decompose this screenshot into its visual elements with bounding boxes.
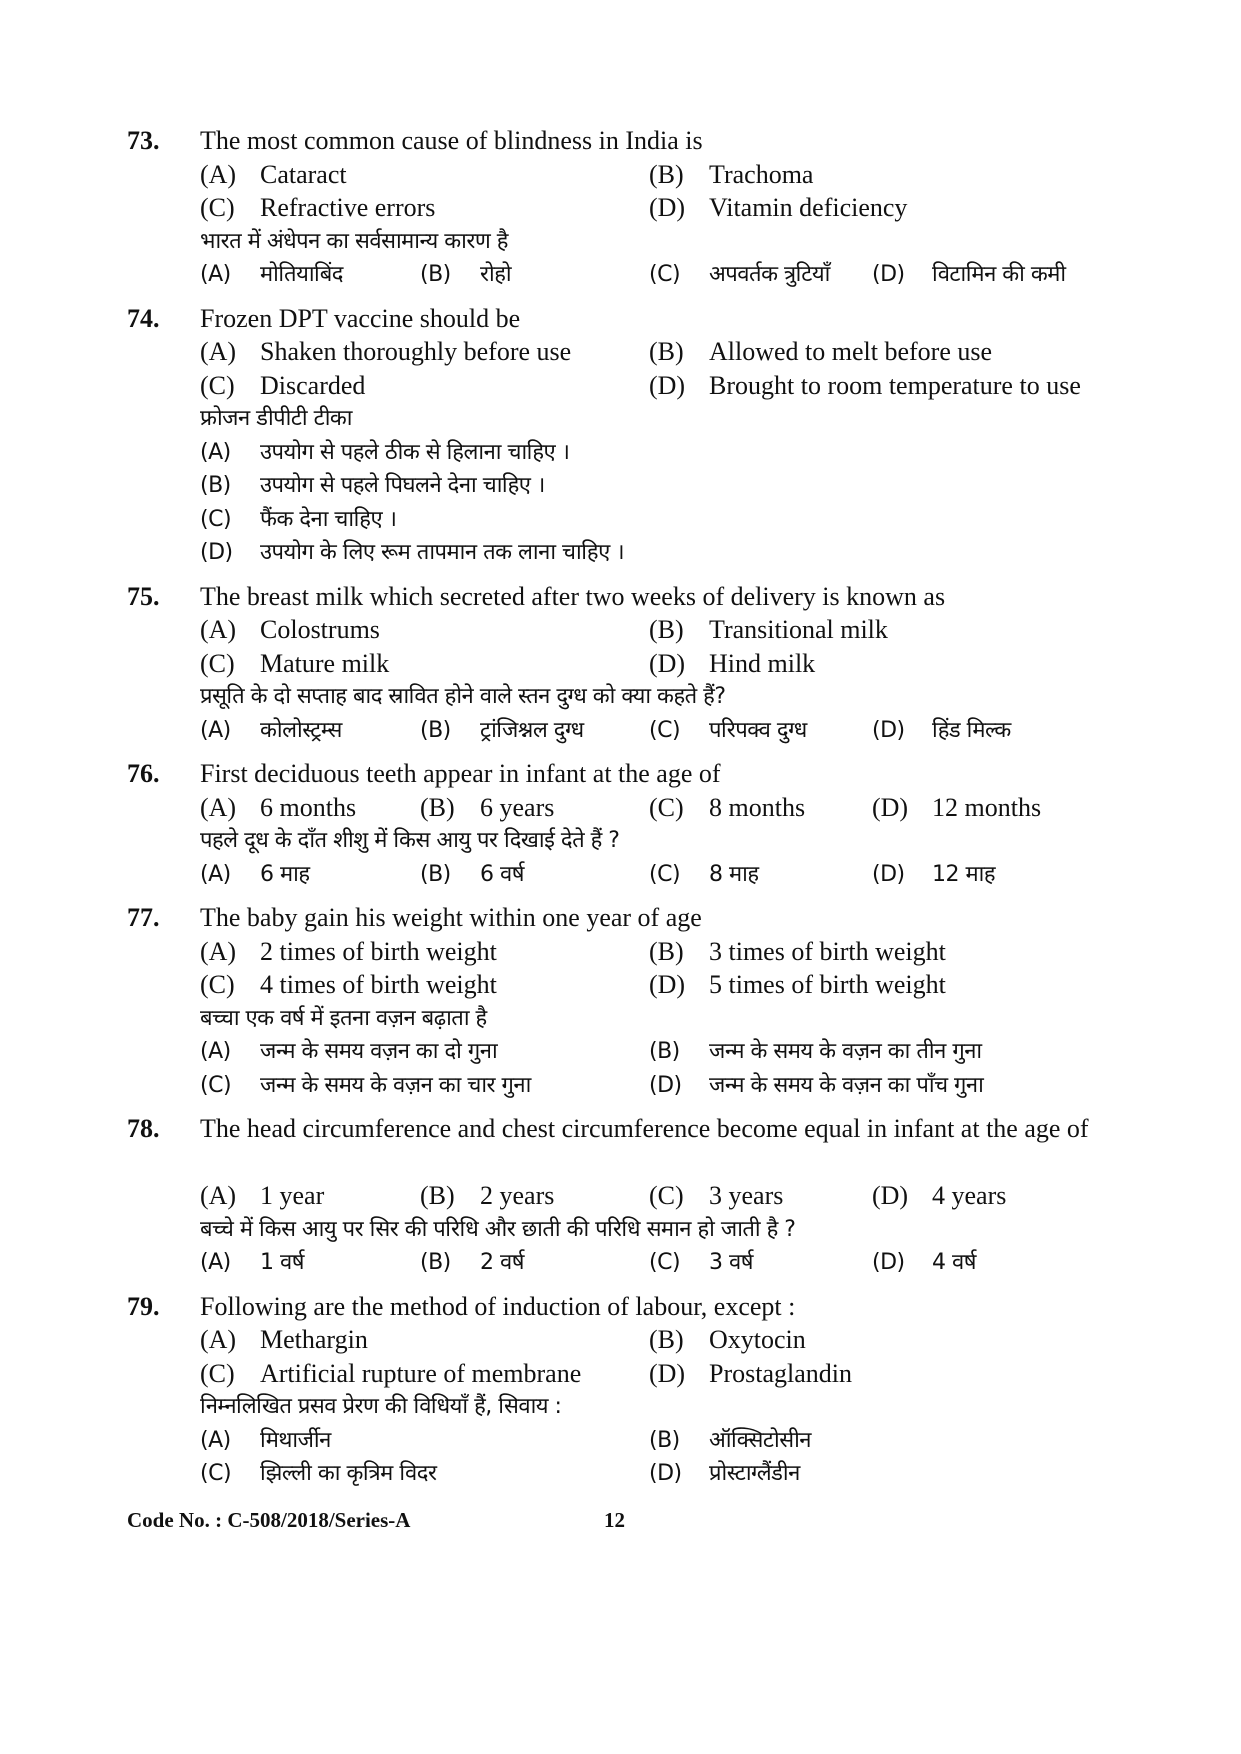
question-number: 79. — [127, 1291, 160, 1321]
option-label: (B) — [649, 1427, 680, 1453]
option-a — [200, 158, 347, 192]
option-c — [649, 258, 830, 292]
option-text: 3 times of birth weight — [709, 936, 946, 966]
option-label: (C) — [200, 1461, 232, 1486]
question-stem-hi-line — [0, 402, 1241, 436]
option-b — [649, 1035, 982, 1069]
option-text: 8 months — [709, 792, 806, 822]
option-a — [200, 258, 343, 292]
option-row — [0, 469, 1241, 503]
option-text: Prostaglandin — [709, 1358, 852, 1388]
option-text: Transitional milk — [709, 615, 888, 644]
option-d — [872, 714, 1011, 748]
question-stem-hi-line — [0, 1002, 1241, 1036]
option-label: (B) — [420, 717, 451, 743]
question-77 — [0, 901, 1241, 1102]
option-c — [200, 1357, 581, 1391]
option-c — [200, 1069, 531, 1103]
option-row — [0, 335, 1241, 369]
option-text: Mature milk — [260, 648, 390, 678]
option-text: 3 years — [709, 1181, 784, 1210]
option-row — [0, 536, 1241, 570]
option-c — [200, 1457, 436, 1491]
option-label: (B) — [649, 159, 684, 189]
option-b — [649, 158, 813, 192]
question-stem-hi-line — [0, 1390, 1241, 1424]
question-stem-hi: निम्नलिखित प्रसव प्रेरण की विधियाँ हैं, सिवाय : — [200, 1394, 562, 1419]
option-row — [0, 1323, 1241, 1357]
option-d — [872, 1179, 1006, 1213]
option-text: 2 years — [480, 1181, 555, 1210]
option-label: (C) — [649, 262, 681, 287]
option-label: (C) — [200, 648, 235, 678]
option-text: प्रोस्टाग्लैंडीन — [709, 1461, 800, 1486]
option-row — [0, 191, 1241, 225]
option-text: ऑक्सिटोसीन — [709, 1427, 812, 1453]
option-row — [0, 1457, 1241, 1491]
option-b — [649, 1323, 806, 1357]
option-label: (A) — [200, 337, 237, 366]
option-c — [200, 647, 389, 681]
option-text: Hind milk — [709, 648, 816, 678]
option-a — [200, 335, 571, 369]
option-label: (D) — [872, 1250, 905, 1275]
option-text: Cataract — [260, 159, 347, 189]
question-number: 75. — [127, 581, 160, 611]
option-text: जन्म के समय वज़न का दो गुना — [260, 1039, 498, 1064]
option-label: (C) — [649, 1181, 684, 1210]
option-a — [200, 858, 310, 892]
option-row — [0, 1424, 1241, 1458]
question-number: 76. — [127, 759, 160, 788]
option-text: 3 वर्ष — [709, 1250, 753, 1275]
option-label: (D) — [649, 193, 686, 222]
option-label: (B) — [649, 615, 684, 644]
option-label: (D) — [649, 970, 686, 999]
option-d — [649, 191, 907, 225]
option-text: 6 years — [480, 792, 555, 822]
option-label: (D) — [200, 540, 233, 565]
option-label: (B) — [420, 262, 451, 287]
option-label: (B) — [420, 861, 451, 887]
option-text: 1 वर्ष — [260, 1250, 304, 1275]
option-b — [420, 258, 511, 292]
option-text: 5 times of birth weight — [709, 970, 946, 999]
option-text: उपयोग से पहले ठीक से हिलाना चाहिए । — [260, 439, 570, 465]
option-b — [420, 714, 584, 748]
option-label: (D) — [649, 1358, 686, 1388]
option-text: रोहो — [480, 262, 512, 287]
question-76 — [0, 757, 1241, 891]
option-label: (C) — [649, 717, 681, 743]
question-stem-hi: प्रसूति के दो सप्ताह बाद स्रावित होने वाले स्तन दुग्ध को क्या कहते हैं? — [200, 684, 726, 709]
option-b — [200, 469, 545, 503]
option-c — [200, 503, 396, 537]
option-label: (C) — [200, 193, 235, 222]
option-text: Artificial rupture of membrane — [260, 1358, 582, 1388]
option-row — [0, 968, 1241, 1002]
option-label: (B) — [420, 792, 455, 822]
option-text: विटामिन की कमी — [932, 262, 1066, 287]
option-a — [200, 1179, 324, 1213]
question-78 — [0, 1112, 1241, 1280]
option-label: (A) — [200, 1427, 231, 1453]
question-stem-en: The head circumference and chest circumference become equal in infant at the age of — [200, 1114, 1089, 1143]
option-b — [420, 1246, 524, 1280]
option-c — [649, 791, 805, 825]
question-stem-line — [0, 302, 1241, 336]
option-row — [0, 935, 1241, 969]
option-text: Methargin — [260, 1325, 368, 1354]
footer-code: Code No. : C-508/2018/Series-A — [127, 1508, 411, 1532]
option-text: 8 माह — [709, 861, 759, 887]
option-label: (B) — [420, 1250, 451, 1275]
question-73 — [0, 124, 1241, 292]
question-stem-hi: भारत में अंधेपन का सर्वसामान्य कारण है — [200, 228, 508, 254]
question-stem-line — [0, 901, 1241, 935]
option-text: उपयोग से पहले पिघलने देना चाहिए । — [260, 473, 545, 498]
option-text: 6 माह — [260, 861, 310, 887]
option-d — [649, 968, 946, 1002]
question-number: 74. — [127, 303, 160, 333]
option-row — [0, 1069, 1241, 1103]
option-d — [649, 1069, 983, 1103]
option-label: (B) — [649, 337, 684, 366]
option-c — [649, 714, 807, 748]
option-a — [200, 613, 380, 647]
option-label: (C) — [200, 370, 235, 400]
option-label: (C) — [200, 506, 232, 532]
question-stem-hi-line — [0, 680, 1241, 714]
option-text: Colostrums — [260, 615, 380, 644]
option-text: Shaken thoroughly before use — [260, 337, 572, 366]
option-label: (C) — [200, 1358, 235, 1388]
option-d — [649, 1357, 852, 1391]
option-label: (A) — [200, 615, 237, 644]
option-label: (C) — [200, 970, 235, 999]
option-a — [200, 436, 570, 470]
option-label: (A) — [200, 936, 237, 966]
option-text: 2 times of birth weight — [260, 936, 497, 966]
option-b — [649, 335, 992, 369]
question-74 — [0, 302, 1241, 570]
question-stem-hi-line — [0, 1213, 1241, 1247]
option-d — [872, 858, 995, 892]
question-stem-line — [0, 1112, 1241, 1179]
option-label: (C) — [200, 1072, 232, 1098]
option-row — [0, 369, 1241, 403]
option-text: Allowed to melt before use — [709, 337, 993, 366]
option-text: मोतियाबिंद — [260, 262, 343, 287]
option-label: (D) — [872, 1181, 909, 1210]
question-79 — [0, 1290, 1241, 1491]
option-text: Oxytocin — [709, 1325, 806, 1354]
option-text: 6 months — [260, 792, 357, 822]
option-text: अपवर्तक त्रुटियाँ — [709, 262, 830, 287]
option-a — [200, 791, 356, 825]
option-text: मिथार्जीन — [260, 1427, 331, 1453]
option-d — [649, 1457, 800, 1491]
option-b — [420, 791, 554, 825]
option-row — [0, 158, 1241, 192]
option-text: 4 वर्ष — [932, 1250, 976, 1275]
question-stem-en: The breast milk which secreted after two weeks of delivery is known as — [200, 581, 946, 611]
option-row — [0, 436, 1241, 470]
option-label: (D) — [872, 262, 905, 287]
question-stem-en: The most common cause of blindness in India is — [200, 126, 703, 155]
option-text: 4 times of birth weight — [260, 970, 497, 999]
option-text: Vitamin deficiency — [709, 193, 908, 222]
question-stem-hi: बच्चे में किस आयु पर सिर की परिधि और छाती की परिधि समान हो जाती है ? — [200, 1216, 796, 1242]
option-row — [0, 647, 1241, 681]
option-text: जन्म के समय के वज़न का चार गुना — [260, 1072, 531, 1098]
question-stem-hi-line — [0, 225, 1241, 259]
option-label: (D) — [872, 717, 905, 743]
option-text: 4 years — [932, 1181, 1007, 1210]
option-text: झिल्ली का कृत्रिम विदर — [260, 1461, 437, 1486]
option-text: 6 वर्ष — [480, 861, 524, 887]
option-text: 1 year — [260, 1181, 325, 1210]
option-label: (D) — [649, 1461, 682, 1486]
option-c — [649, 1179, 783, 1213]
question-stem-en: Frozen DPT vaccine should be — [200, 303, 521, 333]
page-number: 12 — [604, 1508, 625, 1532]
option-text: 2 वर्ष — [480, 1250, 524, 1275]
question-list — [0, 124, 1241, 1501]
question-stem-en: Following are the method of induction of labour, except : — [200, 1291, 796, 1321]
option-label: (A) — [200, 861, 231, 887]
option-c — [200, 369, 365, 403]
question-stem-hi-line — [0, 824, 1241, 858]
option-d — [649, 647, 815, 681]
question-stem-hi: बच्चा एक वर्ष में इतना वज़न बढ़ाता है — [200, 1005, 487, 1031]
option-text: फैंक देना चाहिए । — [260, 506, 397, 532]
option-label: (A) — [200, 717, 231, 743]
option-label: (B) — [200, 473, 231, 498]
option-text: Trachoma — [709, 159, 814, 189]
question-stem-en: The baby gain his weight within one year of age — [200, 903, 702, 932]
option-text: उपयोग के लिए रूम तापमान तक लाना चाहिए । — [260, 540, 625, 565]
option-text: ट्रांजिश्नल दुग्ध — [480, 717, 584, 743]
question-stem-line — [0, 757, 1241, 791]
option-label: (A) — [200, 1181, 237, 1210]
question-stem-en: First deciduous teeth appear in infant at the age of — [200, 759, 721, 788]
question-stem-line — [0, 124, 1241, 158]
option-d — [872, 791, 1041, 825]
option-label: (A) — [200, 439, 231, 465]
option-label: (D) — [649, 370, 686, 400]
option-label: (B) — [649, 1325, 684, 1354]
option-label: (A) — [200, 262, 231, 287]
option-label: (A) — [200, 792, 237, 822]
option-c — [200, 191, 435, 225]
option-label: (A) — [200, 159, 237, 189]
option-text: जन्म के समय के वज़न का पाँच गुना — [709, 1072, 984, 1098]
option-text: Discarded — [260, 370, 366, 400]
option-a — [200, 1424, 331, 1458]
option-row — [0, 858, 1241, 892]
option-label: (A) — [200, 1250, 231, 1275]
option-row — [0, 503, 1241, 537]
option-row — [0, 1035, 1241, 1069]
option-a — [200, 1323, 368, 1357]
option-row — [0, 258, 1241, 292]
option-label: (D) — [649, 648, 686, 678]
option-text: हिंड मिल्क — [932, 717, 1011, 743]
option-row — [0, 1179, 1241, 1213]
question-stem-line — [0, 1290, 1241, 1324]
option-d — [872, 1246, 976, 1280]
option-label: (B) — [420, 1181, 455, 1210]
option-text: 12 माह — [932, 861, 996, 887]
question-number: 78. — [127, 1114, 160, 1143]
question-stem-line — [0, 580, 1241, 614]
option-b — [649, 935, 946, 969]
option-label: (B) — [649, 936, 684, 966]
question-number: 73. — [127, 126, 160, 155]
option-text: जन्म के समय के वज़न का तीन गुना — [709, 1039, 982, 1064]
option-b — [649, 613, 888, 647]
question-stem-hi: फ्रोजन डीपीटी टीका — [200, 406, 353, 431]
option-b — [420, 1179, 554, 1213]
option-label: (C) — [649, 792, 684, 822]
option-label: (A) — [200, 1325, 237, 1354]
option-b — [420, 858, 524, 892]
option-c — [649, 1246, 753, 1280]
option-text: कोलोस्ट्रम्स — [260, 717, 342, 743]
option-row — [0, 1357, 1241, 1391]
option-text: Refractive errors — [260, 193, 436, 222]
option-label: (A) — [200, 1039, 231, 1064]
option-a — [200, 935, 497, 969]
question-75 — [0, 580, 1241, 748]
option-a — [200, 714, 342, 748]
option-label: (D) — [872, 792, 909, 822]
option-label: (B) — [649, 1039, 680, 1064]
question-number: 77. — [127, 903, 160, 932]
question-stem-hi: पहले दूध के दाँत शीशु में किस आयु पर दिखाई देते हैं ? — [200, 828, 620, 853]
option-text: 12 months — [932, 792, 1042, 822]
option-text: परिपक्व दुग्ध — [709, 717, 807, 743]
option-a — [200, 1246, 304, 1280]
option-d — [200, 536, 624, 570]
option-a — [200, 1035, 497, 1069]
option-c — [200, 968, 497, 1002]
option-row — [0, 1246, 1241, 1280]
option-text: Brought to room temperature to use — [709, 370, 1081, 400]
option-c — [649, 858, 759, 892]
option-row — [0, 714, 1241, 748]
option-row — [0, 791, 1241, 825]
option-label: (C) — [649, 861, 681, 887]
option-label: (D) — [649, 1072, 682, 1098]
option-label: (C) — [649, 1250, 681, 1275]
option-row — [0, 613, 1241, 647]
option-label: (D) — [872, 861, 905, 887]
option-d — [649, 369, 1081, 403]
option-b — [649, 1424, 811, 1458]
option-d — [872, 258, 1066, 292]
